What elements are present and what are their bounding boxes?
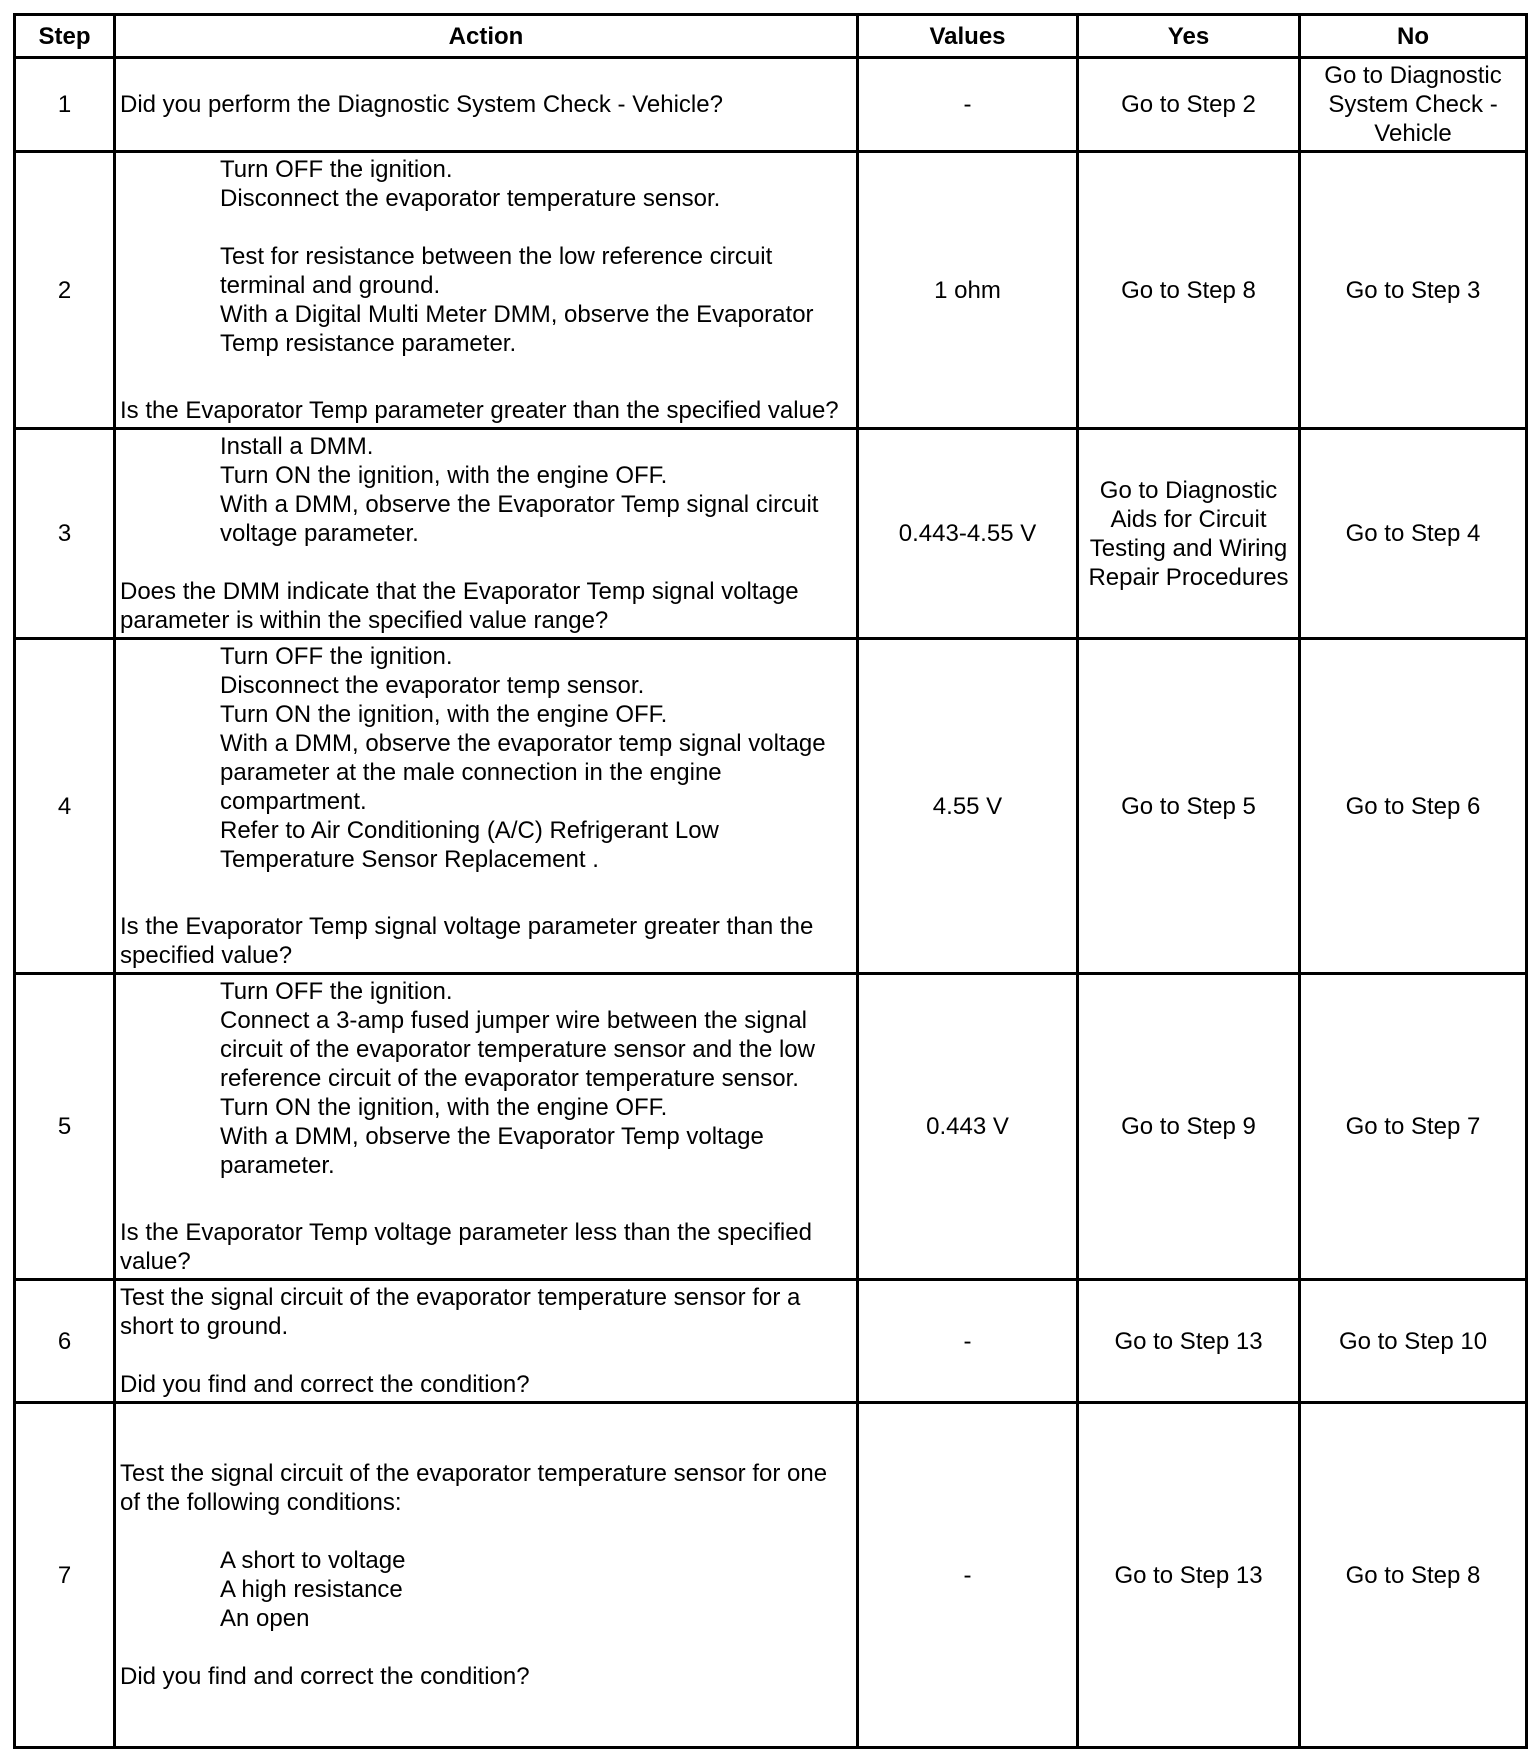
action-question: Did you find and correct the condition?	[120, 1371, 530, 1398]
values-cell: 1 ohm	[858, 152, 1078, 429]
values-cell: 4.55 V	[858, 639, 1078, 974]
no-link[interactable]: Go to Diagnostic System Check - Vehicle	[1300, 58, 1527, 152]
action-cell	[115, 1280, 858, 1403]
condition-item: A high resistance	[220, 1576, 403, 1603]
action-step: Turn ON the ignition, with the engine OFF.	[220, 701, 668, 728]
no-link[interactable]: Go to Step 4	[1300, 429, 1527, 639]
header-action: Action	[115, 15, 858, 58]
step-number: 6	[15, 1280, 115, 1403]
step-number: 1	[15, 58, 115, 152]
action-cell	[115, 429, 858, 639]
values-cell: -	[858, 1280, 1078, 1403]
no-link[interactable]: Go to Step 3	[1300, 152, 1527, 429]
values-cell: -	[858, 1403, 1078, 1748]
table-row	[15, 429, 1527, 639]
action-cell	[115, 639, 858, 974]
header-values: Values	[858, 15, 1078, 58]
header-row	[15, 15, 1527, 58]
step-number: 5	[15, 974, 115, 1280]
action-step: With a DMM, observe the Evaporator Temp signal circuit voltage parameter.	[220, 491, 819, 547]
action-question: Is the Evaporator Temp parameter greater than the specified value?	[120, 397, 839, 424]
action-step: Turn OFF the ignition.	[220, 156, 453, 183]
action-step: Install a DMM.	[220, 433, 374, 460]
yes-link[interactable]: Go to Step 8	[1078, 152, 1300, 429]
action-intro: Test the signal circuit of the evaporator temperature sensor for a short to ground.	[120, 1284, 801, 1340]
action-step: Disconnect the evaporator temp sensor.	[220, 672, 645, 699]
values-cell: -	[858, 58, 1078, 152]
action-question: Did you perform the Diagnostic System Check - Vehicle?	[120, 91, 723, 118]
table-row	[15, 152, 1527, 429]
table-row	[15, 58, 1527, 152]
action-question: Is the Evaporator Temp voltage parameter less than the specified value?	[120, 1219, 812, 1275]
action-step: Refer to Air Conditioning (A/C) Refrigerant Low Temperature Sensor Replacement .	[220, 817, 719, 873]
table-row	[15, 974, 1527, 1280]
action-cell	[115, 974, 858, 1280]
condition-item: A short to voltage	[220, 1547, 406, 1574]
values-cell: 0.443-4.55 V	[858, 429, 1078, 639]
action-step: Disconnect the evaporator temperature sensor.	[220, 185, 721, 212]
step-number: 7	[15, 1403, 115, 1748]
action-step: Test for resistance between the low reference circuit terminal and ground.	[220, 243, 773, 299]
step-number: 3	[15, 429, 115, 639]
no-link[interactable]: Go to Step 6	[1300, 639, 1527, 974]
header-no: No	[1300, 15, 1527, 58]
action-question: Is the Evaporator Temp signal voltage parameter greater than the specified value?	[120, 913, 814, 969]
yes-link[interactable]: Go to Diagnostic Aids for Circuit Testing and Wiring Repair Procedures	[1078, 429, 1300, 639]
yes-link[interactable]: Go to Step 13	[1078, 1280, 1300, 1403]
action-intro: Test the signal circuit of the evaporator temperature sensor for one of the following conditions:	[120, 1460, 828, 1516]
no-link[interactable]: Go to Step 8	[1300, 1403, 1527, 1748]
action-step: Turn OFF the ignition.	[220, 643, 453, 670]
action-question: Does the DMM indicate that the Evaporator Temp signal voltage parameter is within the specified value range?	[120, 578, 799, 634]
action-step: Turn OFF the ignition.	[220, 978, 453, 1005]
step-number: 2	[15, 152, 115, 429]
header-step: Step	[15, 15, 115, 58]
yes-link[interactable]: Go to Step 13	[1078, 1403, 1300, 1748]
action-cell	[115, 152, 858, 429]
action-step: Turn ON the ignition, with the engine OFF.	[220, 1094, 668, 1121]
action-step: With a DMM, observe the Evaporator Temp voltage parameter.	[220, 1123, 764, 1179]
no-link[interactable]: Go to Step 7	[1300, 974, 1527, 1280]
no-link[interactable]: Go to Step 10	[1300, 1280, 1527, 1403]
header-yes: Yes	[1078, 15, 1300, 58]
condition-item: An open	[220, 1605, 310, 1632]
table-row	[15, 1280, 1527, 1403]
action-step: Connect a 3-amp fused jumper wire between the signal circuit of the evaporator temperature sensor and the low reference circuit of the evaporator temperature sensor.	[220, 1007, 815, 1092]
yes-link[interactable]: Go to Step 9	[1078, 974, 1300, 1280]
yes-link[interactable]: Go to Step 5	[1078, 639, 1300, 974]
table-row	[15, 639, 1527, 974]
action-step: With a Digital Multi Meter DMM, observe the Evaporator Temp resistance parameter.	[220, 301, 814, 357]
action-cell	[115, 1403, 858, 1748]
table-row	[15, 1403, 1527, 1748]
action-question: Did you find and correct the condition?	[120, 1663, 530, 1690]
action-step: Turn ON the ignition, with the engine OFF.	[220, 462, 668, 489]
step-number: 4	[15, 639, 115, 974]
diagnostic-table	[13, 13, 1528, 1749]
yes-link[interactable]: Go to Step 2	[1078, 58, 1300, 152]
action-cell	[115, 58, 858, 152]
action-step: With a DMM, observe the evaporator temp signal voltage parameter at the male connection in the engine compartment.	[220, 730, 826, 815]
values-cell: 0.443 V	[858, 974, 1078, 1280]
